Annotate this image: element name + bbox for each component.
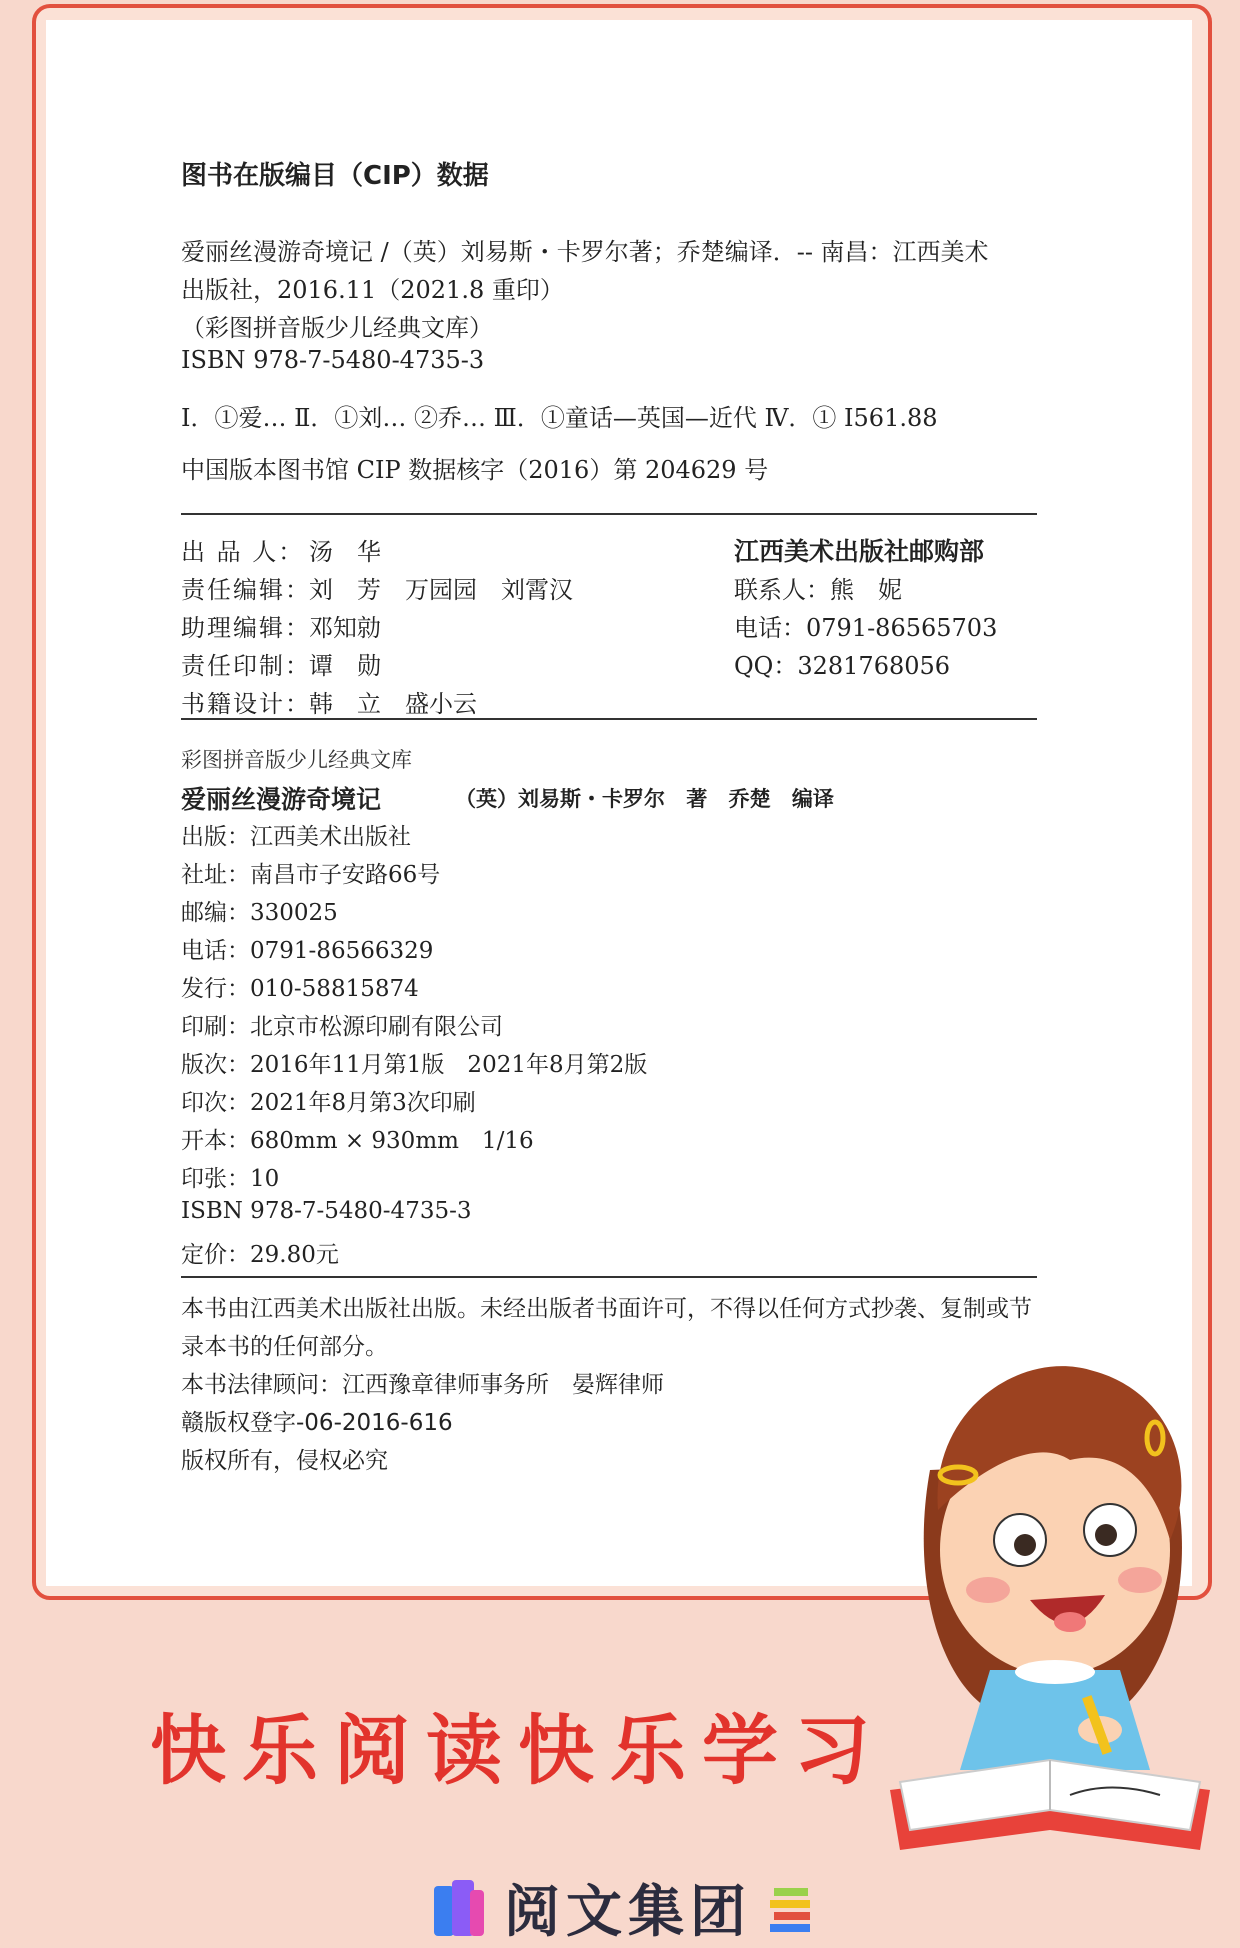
staff-row (181, 684, 477, 719)
spec-line: 定价：29.80元 (181, 1242, 339, 1268)
cip-line: Ⅰ．①爱… Ⅱ．①刘… ②乔… Ⅲ．①童话—英国—近代 Ⅳ．① I561.88 (181, 404, 938, 432)
spec-line: ISBN 978-7-5480-4735-3 (181, 1198, 472, 1224)
divider (181, 513, 1037, 515)
staff-label: 责任印制： (181, 652, 311, 680)
staff-value: 汤 华 (309, 538, 381, 566)
brand-name: 阅文集团 (504, 1880, 752, 1945)
cip-line: （彩图拼音版少儿经典文库） (181, 314, 493, 342)
registration-number: 赣版权登字-06-2016-616 (181, 1410, 453, 1436)
book-authors: （英）刘易斯・卡罗尔 著 乔楚 编译 (455, 786, 834, 811)
staff-row (181, 646, 381, 681)
divider (181, 718, 1037, 720)
spec-line: 印张：10 (181, 1166, 280, 1192)
mail-order-line: 联系人：熊 妮 (734, 576, 902, 604)
cip-line: 爱丽丝漫游奇境记 /（英）刘易斯・卡罗尔著；乔楚编译．-- 南昌：江西美术 (181, 238, 989, 266)
brand-logo-icon (430, 1876, 488, 1940)
staff-value: 刘 芳 万园园 刘霄汉 (309, 576, 573, 604)
brand-logo-group (430, 1868, 816, 1948)
cip-line: ISBN 978-7-5480-4735-3 (181, 346, 485, 374)
staff-value: 谭 勋 (309, 652, 381, 680)
cip-line: 出版社，2016.11（2021.8 重印） (181, 276, 564, 304)
spec-line: 社址：南昌市子安路66号 (181, 862, 441, 888)
staff-value: 韩 立 盛小云 (309, 690, 477, 718)
spec-line: 邮编：330025 (181, 900, 338, 926)
spec-line: 版次：2016年11月第1版 2021年8月第2版 (181, 1052, 648, 1078)
spec-line: 印刷：北京市松源印刷有限公司 (181, 1014, 503, 1040)
cip-heading: 图书在版编目（CIP）数据 (181, 161, 489, 191)
staff-value: 邓知勍 (309, 614, 381, 642)
spec-line: 开本：680mm × 930mm 1/16 (181, 1128, 534, 1154)
spec-line: 电话：0791-86566329 (181, 938, 434, 964)
series-name: 彩图拼音版少儿经典文库 (181, 748, 412, 772)
books-icon (768, 1882, 816, 1934)
mail-order-heading: 江西美术出版社邮购部 (734, 537, 985, 566)
staff-label: 助理编辑： (181, 614, 311, 642)
book-title: 爱丽丝漫游奇境记 (181, 785, 382, 814)
staff-label: 书籍设计： (181, 690, 311, 718)
rights-reserved: 版权所有，侵权必究 (181, 1448, 388, 1474)
staff-label: 责任编辑： (181, 576, 311, 604)
copyright-notice: 本书由江西美术出版社出版。未经出版者书面许可，不得以任何方式抄袭、复制或节录本书的任何部分。 (181, 1296, 1032, 1360)
staff-label: 出 品 人： (181, 538, 305, 566)
legal-advisor: 本书法律顾问：江西豫章律师事务所 晏辉律师 (181, 1372, 664, 1398)
staff-row (181, 532, 381, 567)
divider (181, 1276, 1037, 1278)
reading-girl-illustration (870, 1350, 1230, 1870)
staff-row (181, 608, 381, 643)
mail-order-line: QQ：3281768056 (734, 652, 951, 680)
staff-row (181, 570, 573, 605)
cip-line: 中国版本图书馆 CIP 数据核字（2016）第 204629 号 (181, 456, 769, 484)
spec-line: 印次：2021年8月第3次印刷 (181, 1090, 476, 1116)
slogan: 快乐阅读快乐学习 (150, 1706, 886, 1795)
spec-line: 出版：江西美术出版社 (181, 824, 411, 850)
spec-line: 发行：010-58815874 (181, 976, 419, 1002)
mail-order-line: 电话：0791-86565703 (734, 614, 998, 642)
